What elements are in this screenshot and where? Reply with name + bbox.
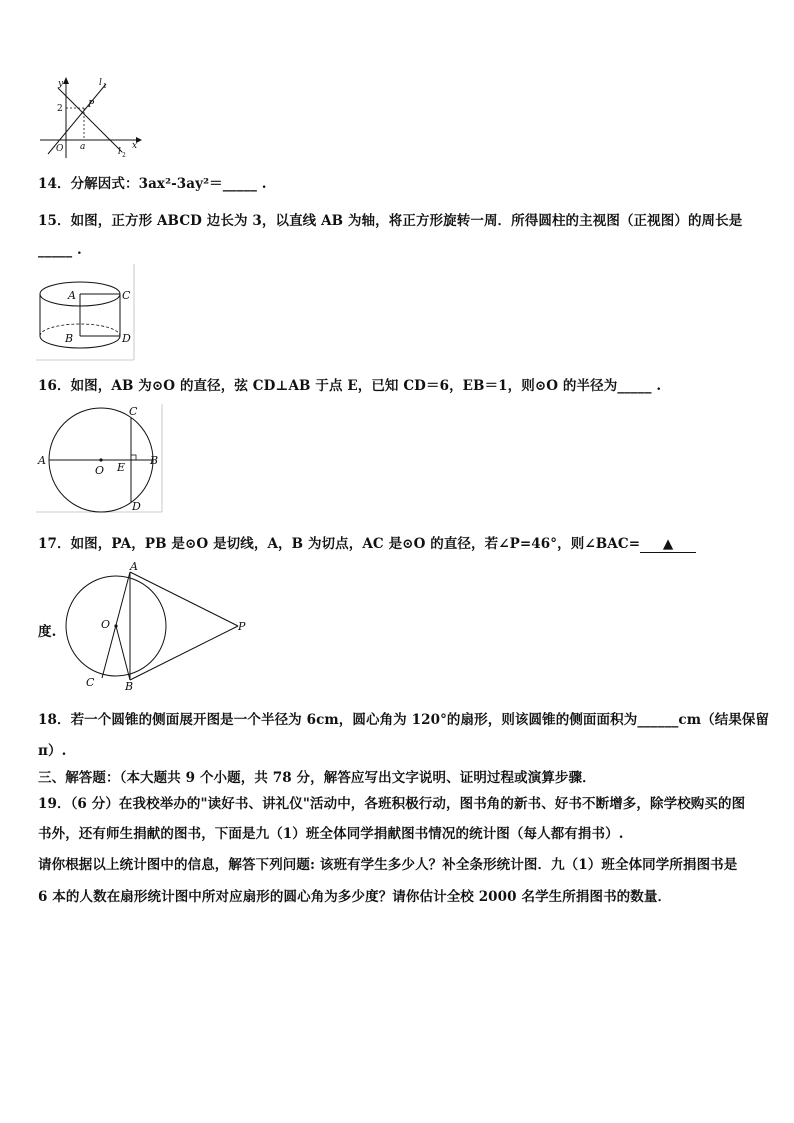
graph-x-label: x xyxy=(132,141,138,151)
tangent-b-label: B xyxy=(125,680,134,692)
graph-l2-sub: 2 xyxy=(122,152,126,159)
question-19-line1: 19．（6 分）在我校举办的"读好书、讲礼仪"活动中，各班积极行动，图书角的新书、好书不断增多，除学校购买的图 xyxy=(38,796,746,812)
section-3-heading: 三、解答题：（本大题共 9 个小题，共 78 分，解答应写出文字说明、证明过程或演算步骤． xyxy=(38,770,596,786)
graph-a-label: a xyxy=(80,142,86,152)
cyl-c-label: C xyxy=(122,289,131,302)
tangent-o-label: O xyxy=(101,618,111,631)
graph-o-label: O xyxy=(56,144,64,154)
question-17-text: 17．如图，PA，PB 是⊙O 是切线，A，B 为切点，AC 是⊙O 的直径，若∠P=46°，则∠BAC= xyxy=(38,536,641,552)
question-16: 16．如图，AB 为⊙O 的直径，弦 CD⊥AB 于点 E，已知 CD＝6，EB＝1，则⊙O 的半径为_____ . xyxy=(38,378,662,394)
chord-c-label: C xyxy=(129,405,138,418)
tangent-c-label: C xyxy=(86,676,95,689)
chord-a-label: A xyxy=(38,454,46,467)
question-15-line2: _____ . xyxy=(38,242,82,258)
graph-l2-label: l xyxy=(118,147,121,157)
graph-l1-label: l xyxy=(99,78,102,88)
chord-d-label: D xyxy=(132,500,141,513)
cyl-d-label: D xyxy=(122,332,131,345)
chord-o-label: O xyxy=(95,464,105,477)
cyl-a-label: A xyxy=(68,289,76,302)
chord-b-label: B xyxy=(150,454,159,467)
cylinder-figure xyxy=(36,264,136,362)
question-18-line2: π）. xyxy=(38,743,67,759)
tangent-p-label: P xyxy=(238,620,246,633)
question-19-line4: 6 本的人数在扇形统计图中所对应扇形的圆心角为多少度？请你估计全校 2000 名学生所捐图书的数量． xyxy=(38,889,672,905)
graph-two-label: 2 xyxy=(57,104,63,114)
graph-figure xyxy=(36,74,146,160)
cyl-b-label: B xyxy=(65,332,74,345)
question-17-blank xyxy=(640,536,696,553)
tangent-figure xyxy=(62,560,258,692)
question-17-tail: 度. xyxy=(38,624,57,640)
question-18-line1: 18．若一个圆锥的侧面展开图是一个半径为 6cm，圆心角为 120°的扇形，则该圆锥的侧面面积为______cm（结果保留 xyxy=(38,712,770,728)
answer-triangle-icon: ▲ xyxy=(662,536,674,552)
chord-e-label: E xyxy=(117,461,126,474)
question-15-line1: 15．如图，正方形 ABCD 边长为 3，以直线 AB 为轴，将正方形旋转一周．所得圆柱的主视图（正视图）的周长是 xyxy=(38,213,743,229)
question-19-line2: 书外，还有师生捐献的图书，下面是九（1）班全体同学捐献图书情况的统计图（每人都有捐书）. xyxy=(38,826,624,842)
graph-y-label: y xyxy=(58,79,64,89)
graph-l1-sub: 1 xyxy=(103,83,107,90)
question-17 xyxy=(38,532,696,553)
chord-figure xyxy=(36,402,164,514)
tangent-a-label: A xyxy=(130,560,138,573)
question-14: 14．分解因式：3ax²-3ay²＝_____ . xyxy=(38,176,267,192)
graph-p-label: P xyxy=(88,100,95,110)
question-19-line3: 请你根据以上统计图中的信息，解答下列问题: 该班有学生多少人？补全条形统计图．九（1）班全体同学所捐图书是 xyxy=(38,857,738,873)
